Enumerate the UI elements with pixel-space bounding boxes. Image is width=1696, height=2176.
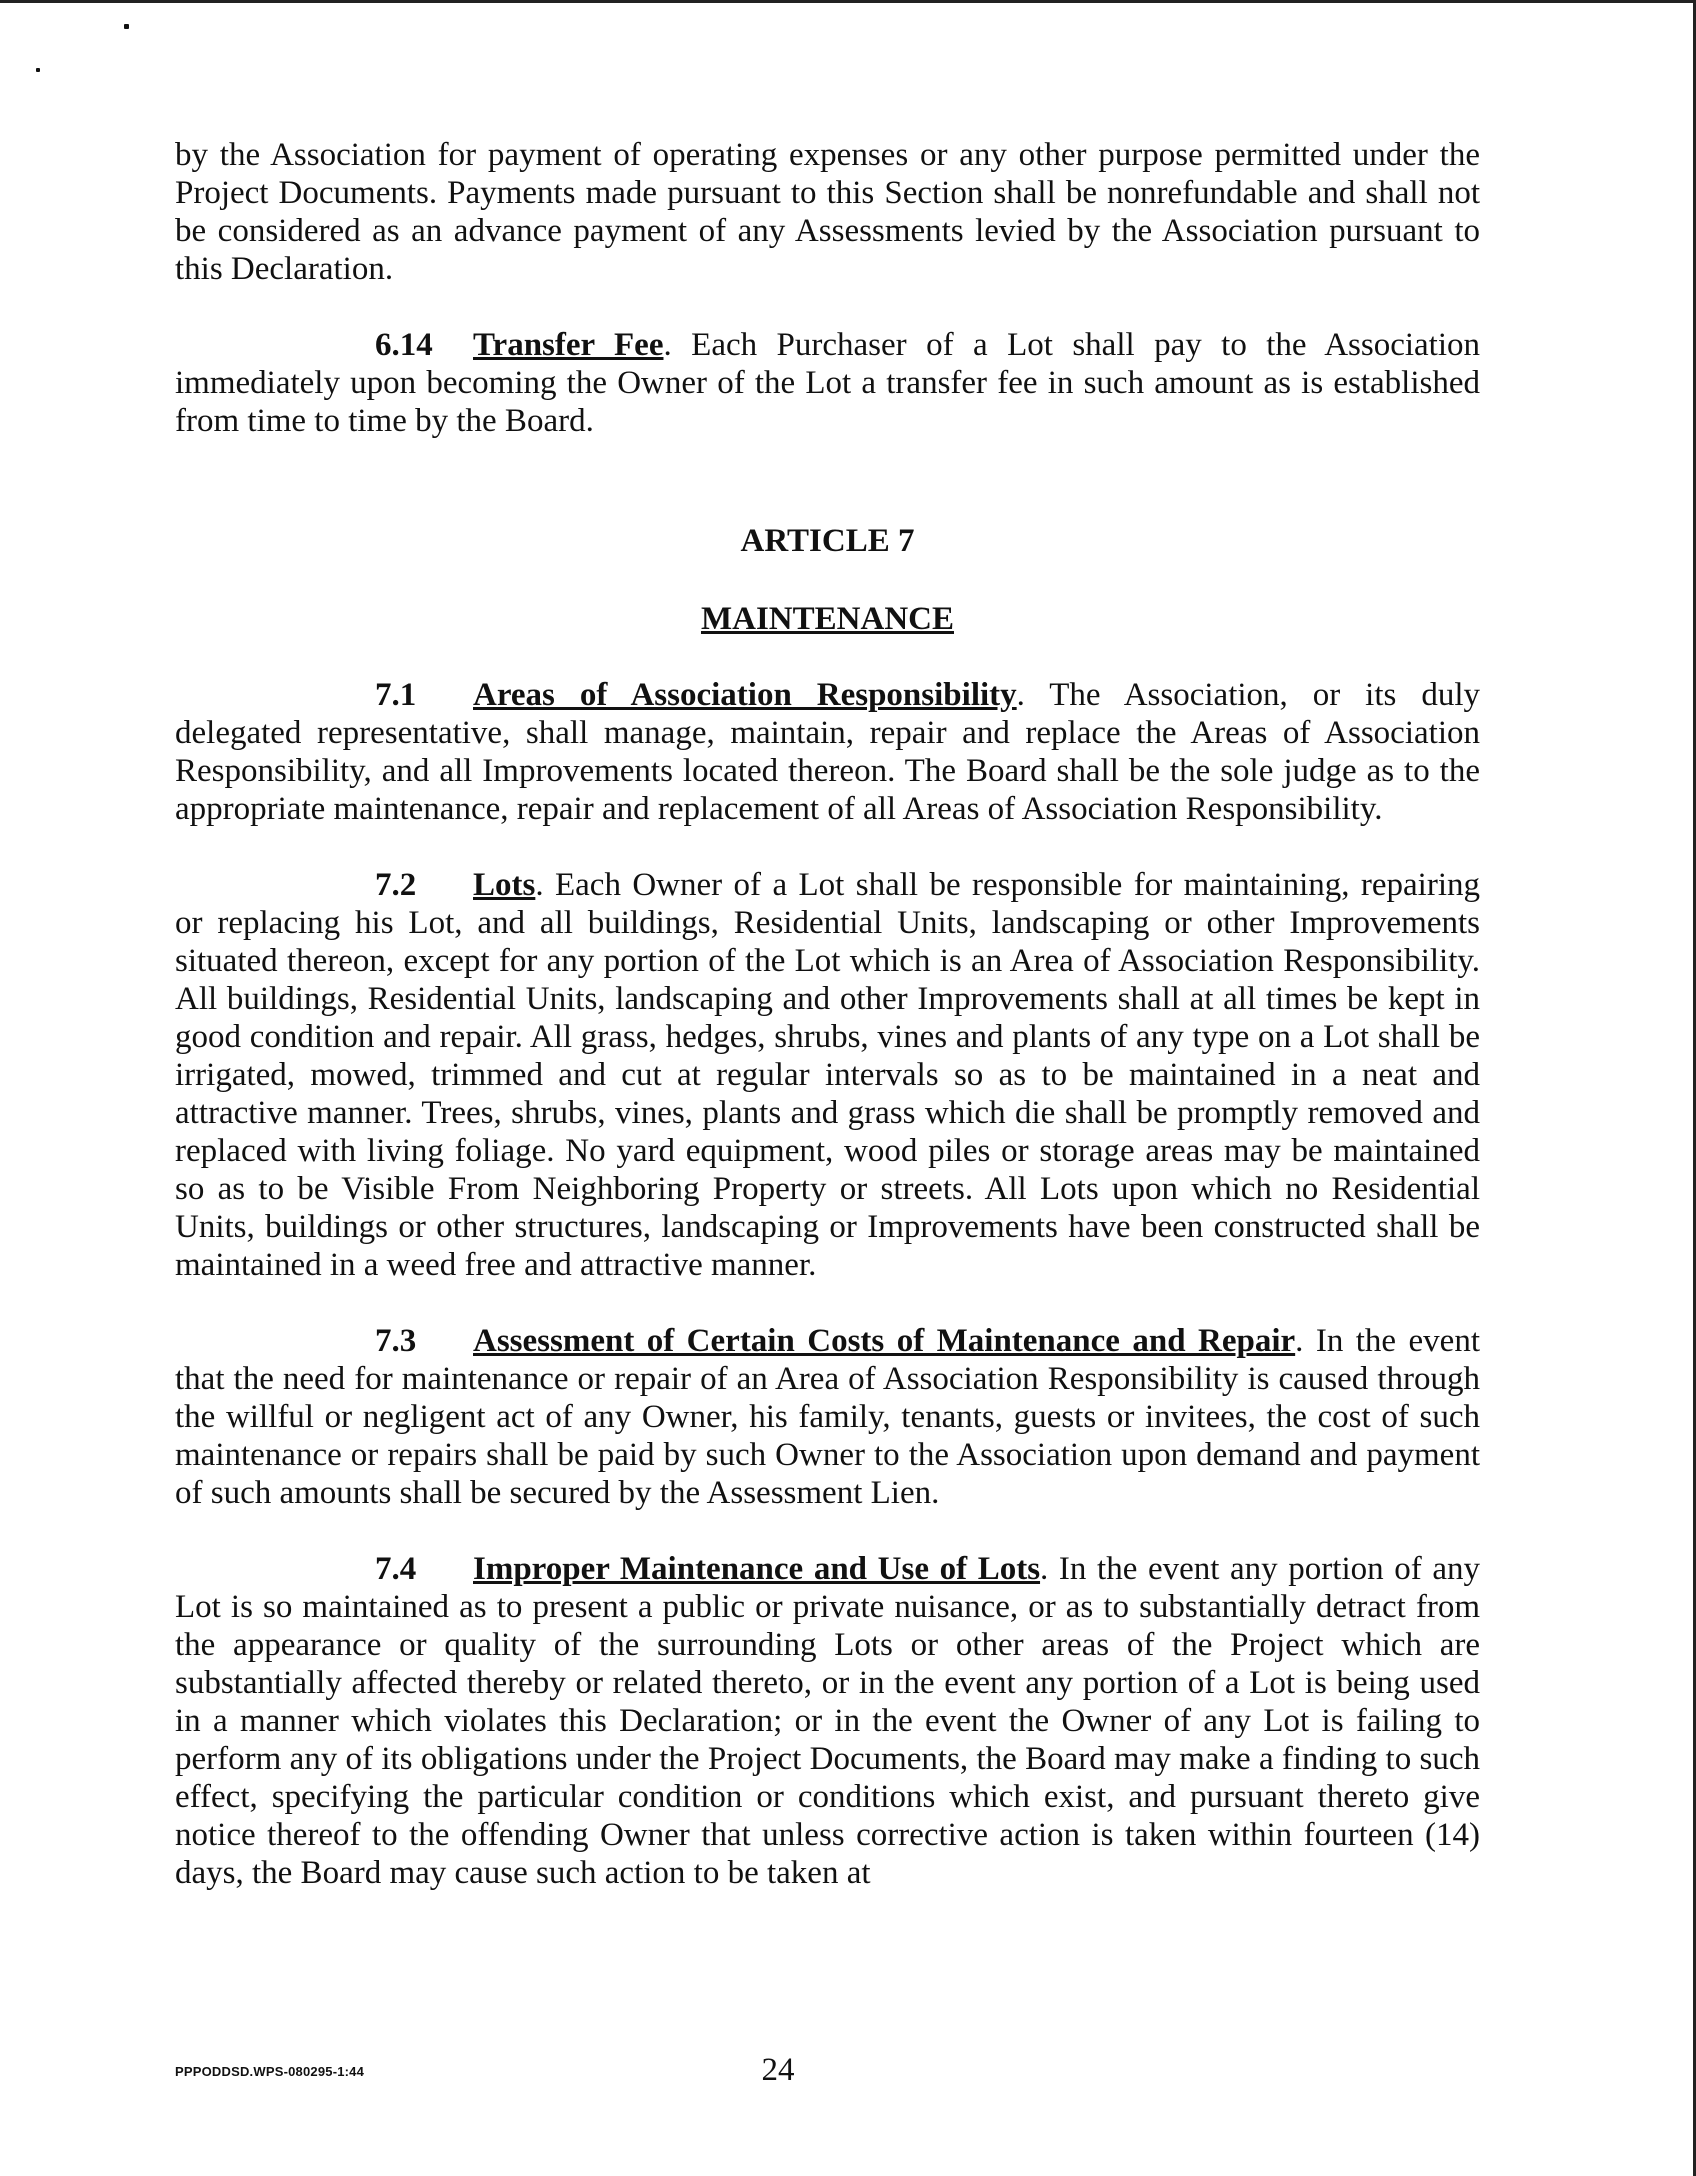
section-title: Areas of Association Responsibility (473, 677, 1017, 713)
section-title: Transfer Fee (473, 327, 664, 363)
section-number: 7.1 (375, 677, 417, 713)
section-title: Improper Maintenance and Use of Lots (473, 1551, 1041, 1587)
section-7-2 (175, 866, 1480, 1284)
article-heading: ARTICLE 7 (740, 523, 915, 559)
section-7-1 (175, 676, 1480, 828)
section-6-14 (175, 326, 1480, 440)
article-title: MAINTENANCE (700, 601, 954, 637)
section-body: . In the event any portion of any Lot is so maintained as to present a public or private nuisance, or as to substantially detract from the appearance or quality of the surrounding Lots or other areas of the Project which are substantially affected thereby or related thereto, or in the event any portion of a Lot is being used in a manner which violates this Declaration; or in the event the Owner of any Lot is failing to perform any of its obligations under the Project Documents, the Board may make a finding to such effect, specifying the particular condition or conditions which exist, and pursuant thereto give notice thereof to the offending Owner that unless corrective action is taken within fourteen (14) days, the Board may cause such action to be taken at (175, 1551, 1480, 1891)
page-number: 24 (761, 2052, 795, 2088)
continuation-paragraph: by the Association for payment of operating expenses or any other purpose permitted under the Project Documents. Payments made pursuant to this Section shall be nonrefundable and shall not be considered as an advance payment of any Assessments levied by the Association pursuant to this Declaration. (175, 137, 1480, 287)
section-title: Lots (473, 867, 536, 903)
section-number: 7.2 (375, 867, 417, 903)
section-number: 6.14 (375, 327, 433, 363)
document-body (175, 136, 1480, 1892)
section-number: 7.3 (375, 1323, 417, 1359)
scan-speck (124, 24, 129, 29)
section-7-4 (175, 1550, 1480, 1892)
scan-edge-top (0, 0, 1696, 3)
footer-file-code: PPPODDSD.WPS-080295-1:44 (175, 2064, 365, 2079)
section-body: . The Association, or its duly delegated representative, shall manage, maintain, repair and replace the Areas of Association Responsibility, and all Improvements located thereon. The Board shall be the sole judge as to the appropriate maintenance, repair and replacement of all Areas of Association Responsibility. (175, 677, 1480, 827)
section-number: 7.4 (375, 1551, 417, 1587)
section-body: . In the event that the need for maintenance or repair of an Area of Association Responsibility is caused through the willful or negligent act of any Owner, his family, tenants, guests or invitees, the cost of such maintenance or repairs shall be paid by such Owner to the Association upon demand and payment of such amounts shall be secured by the Assessment Lien. (175, 1323, 1480, 1511)
section-body: . Each Purchaser of a Lot shall pay to the Association immediately upon becoming the Owner of the Lot a transfer fee in such amount as is established from time to time by the Board. (175, 327, 1481, 439)
section-body: . Each Owner of a Lot shall be responsible for maintaining, repairing or replacing his Lot, and all buildings, Residential Units, landscaping or other Improvements situated thereon, except for any portion of the Lot which is an Area of Association Responsibility. All buildings, Residential Units, landscaping and other Improvements shall at all times be kept in good condition and repair. All grass, hedges, shrubs, vines and plants of any type on a Lot shall be irrigated, mowed, trimmed and cut at regular intervals so as to be maintained in a neat and attractive manner. Trees, shrubs, vines, plants and grass which die shall be promptly removed and replaced with living foliage. No yard equipment, wood piles or storage areas may be maintained so as to be Visible From Neighboring Property or streets. All Lots upon which no Residential Units, buildings or other structures, landscaping or Improvements have been constructed shall be maintained in a weed free and attractive manner. (175, 867, 1480, 1283)
scan-speck (36, 68, 40, 72)
section-title: Assessment of Certain Costs of Maintenance and Repair (473, 1323, 1296, 1359)
section-7-3 (175, 1322, 1480, 1512)
